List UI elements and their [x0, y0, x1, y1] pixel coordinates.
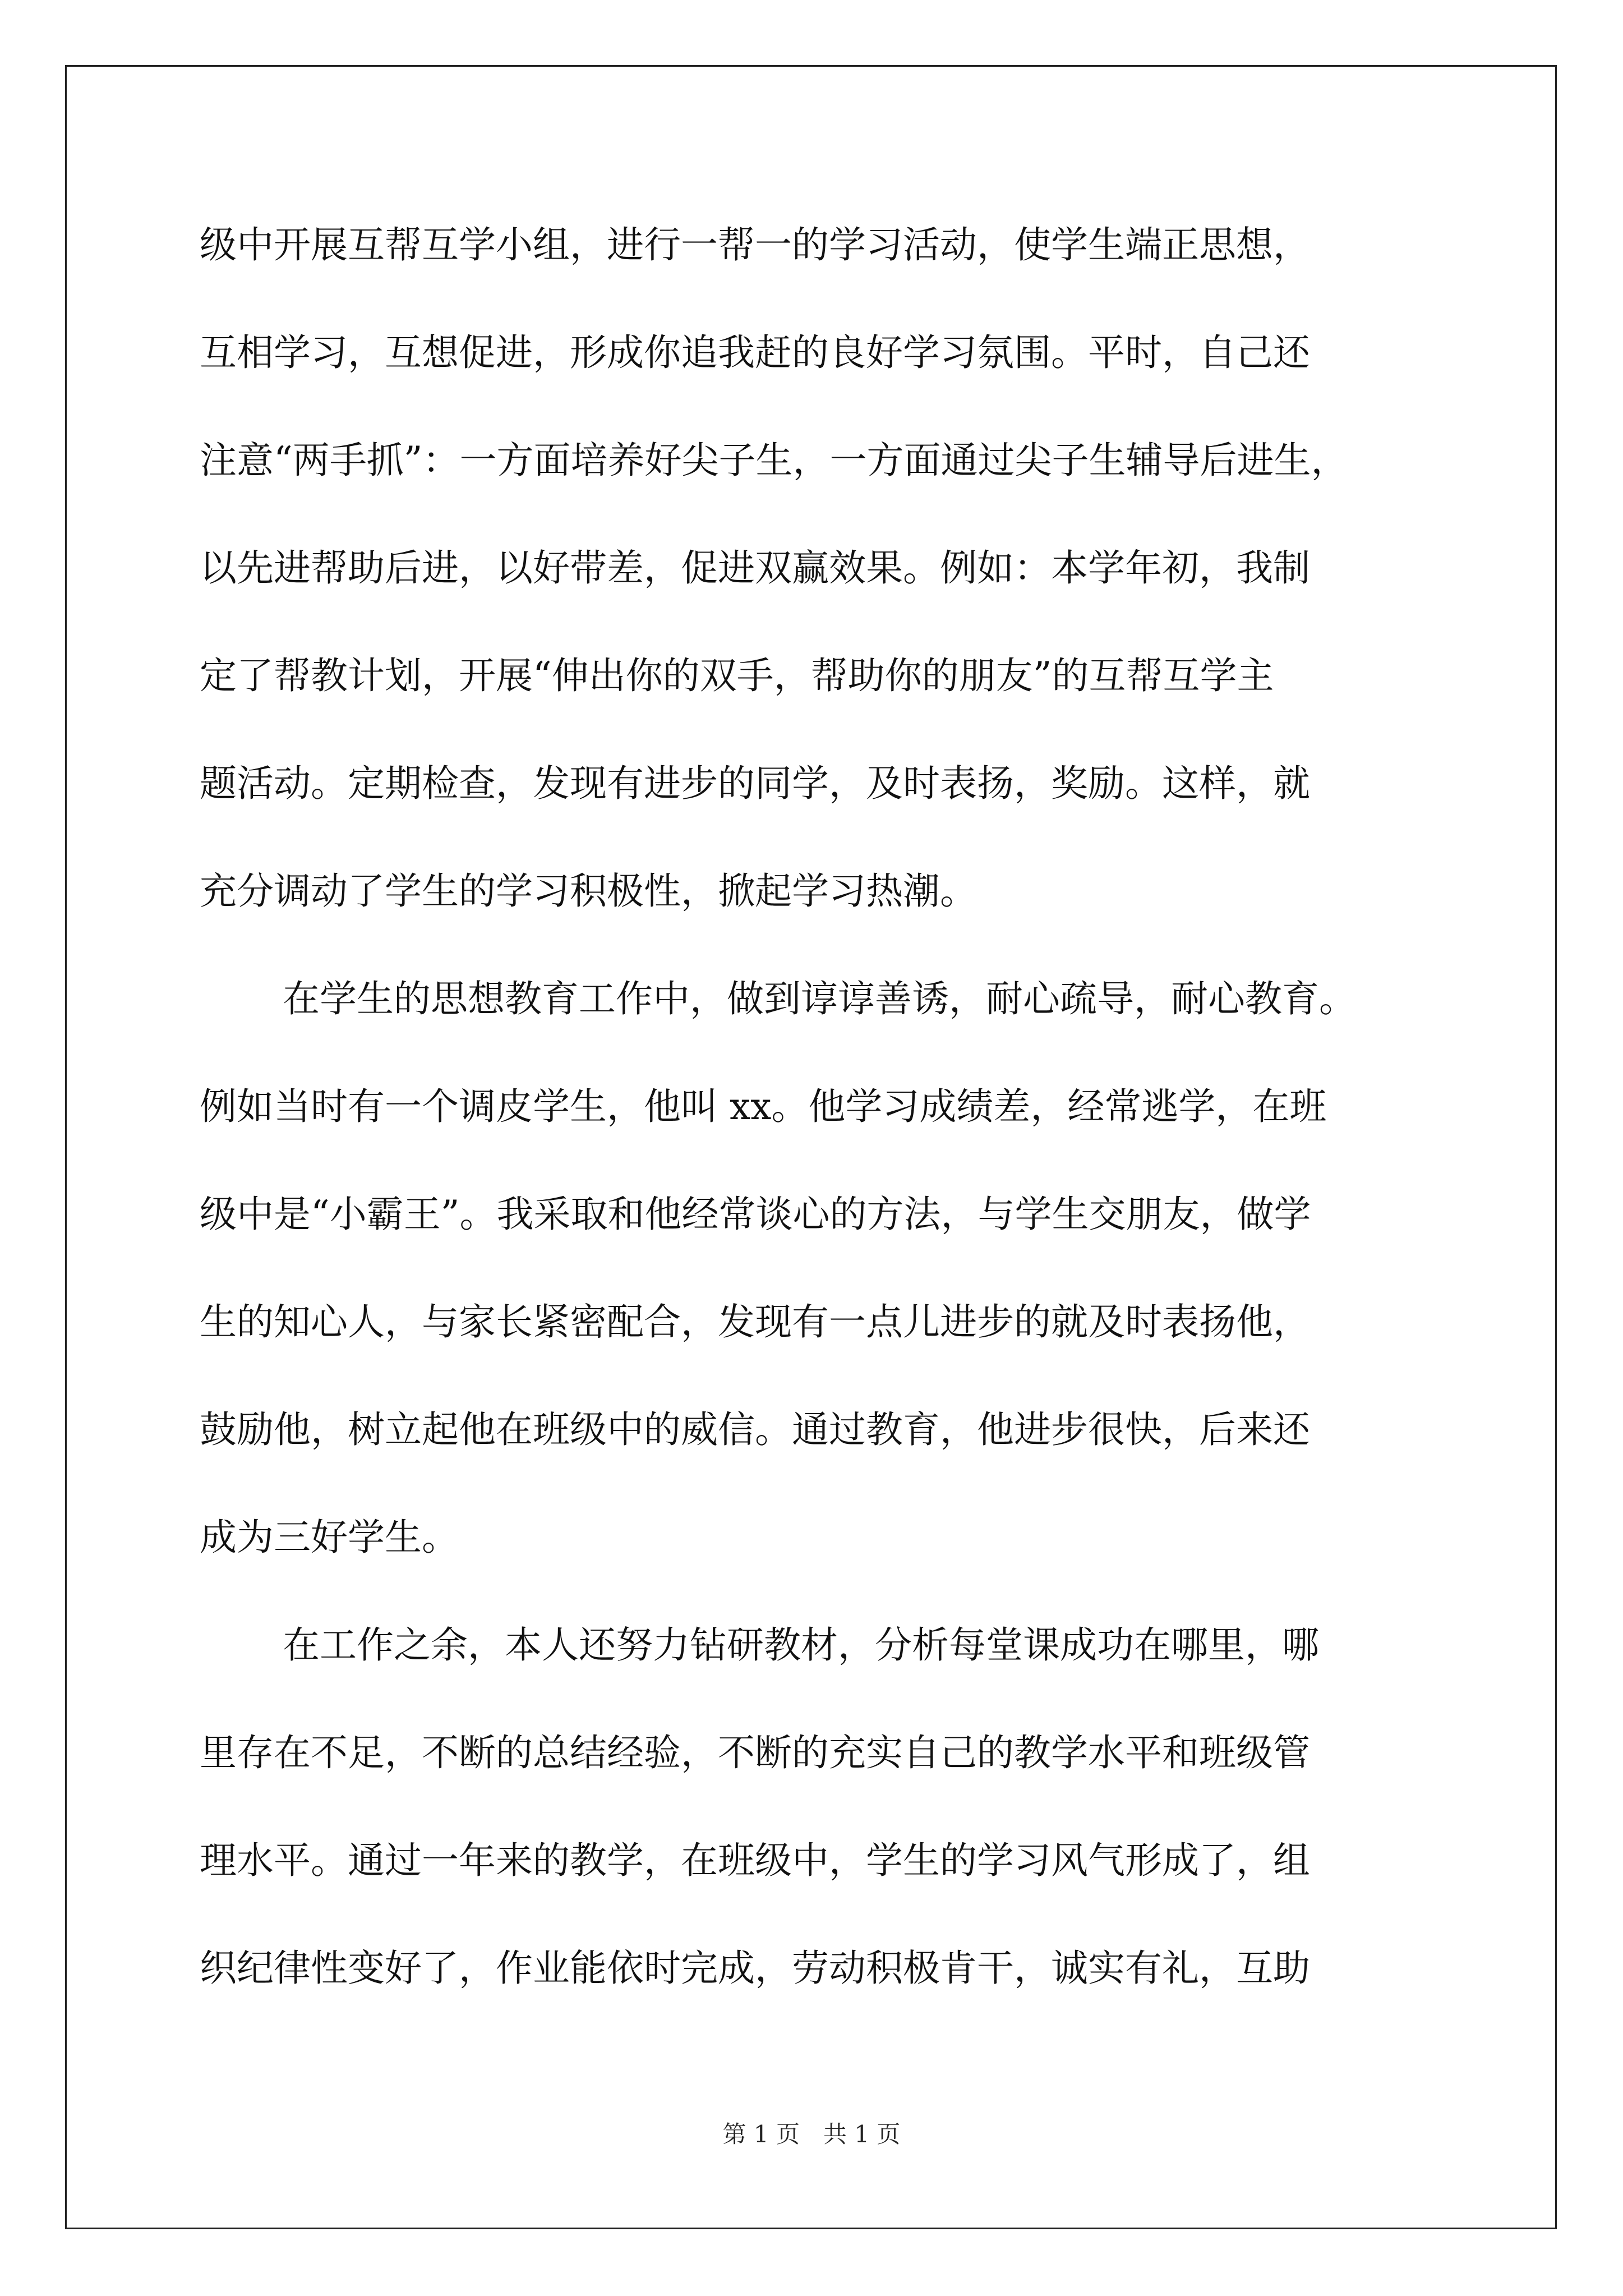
text-line-6: 题活动。定期检查，发现有进步的同学，及时表扬，奖励。这样，就	[200, 762, 1310, 805]
text-line-16: 理水平。通过一年来的教学，在班级中，学生的学习风气形成了，组	[200, 1839, 1310, 1882]
text-line-12: 鼓励他，树立起他在班级中的威信。通过教育，他进步很快，后来还	[200, 1408, 1310, 1451]
text-line-7: 充分调动了学生的学习积极性，掀起学习热潮。	[200, 869, 977, 913]
text-line-10: 级中是“小霸王”。我采取和他经常谈心的方法，与学生交朋友，做学	[200, 1193, 1311, 1236]
page-footer: 第 1 页 共 1 页	[722, 2120, 901, 2148]
page-border	[65, 65, 1557, 2229]
text-line-17: 织纪律性变好了，作业能依时完成，劳动积极肯干，诚实有礼，互助	[200, 1947, 1310, 1990]
text-line-2: 互相学习，互想促进，形成你追我赶的良好学习氛围。平时，自己还	[200, 331, 1310, 374]
text-line-11: 生的知心人，与家长紧密配合，发现有一点儿进步的就及时表扬他，	[200, 1300, 1310, 1343]
text-line-5: 定了帮教计划，开展“伸出你的双手，帮助你的朋友”的互帮互学主	[200, 654, 1274, 697]
text-line-9: 例如当时有一个调皮学生，他叫 xx。他学习成绩差，经常逃学，在班	[200, 1085, 1327, 1128]
text-line-3: 注意“两手抓”：一方面培养好尖子生，一方面通过尖子生辅导后进生，	[200, 439, 1348, 482]
text-line-8: 在学生的思想教育工作中，做到谆谆善诱，耐心疏导，耐心教育。	[283, 977, 1356, 1020]
text-line-14: 在工作之余，本人还努力钻研教材，分析每堂课成功在哪里，哪	[283, 1623, 1319, 1667]
text-line-13: 成为三好学生。	[200, 1516, 459, 1559]
text-line-1: 级中开展互帮互学小组，进行一帮一的学习活动，使学生端正思想，	[200, 223, 1310, 266]
text-line-4: 以先进帮助后进，以好带差，促进双赢效果。例如：本学年初，我制	[200, 546, 1310, 590]
text-line-15: 里存在不足，不断的总结经验，不断的充实自己的教学水平和班级管	[200, 1731, 1310, 1774]
